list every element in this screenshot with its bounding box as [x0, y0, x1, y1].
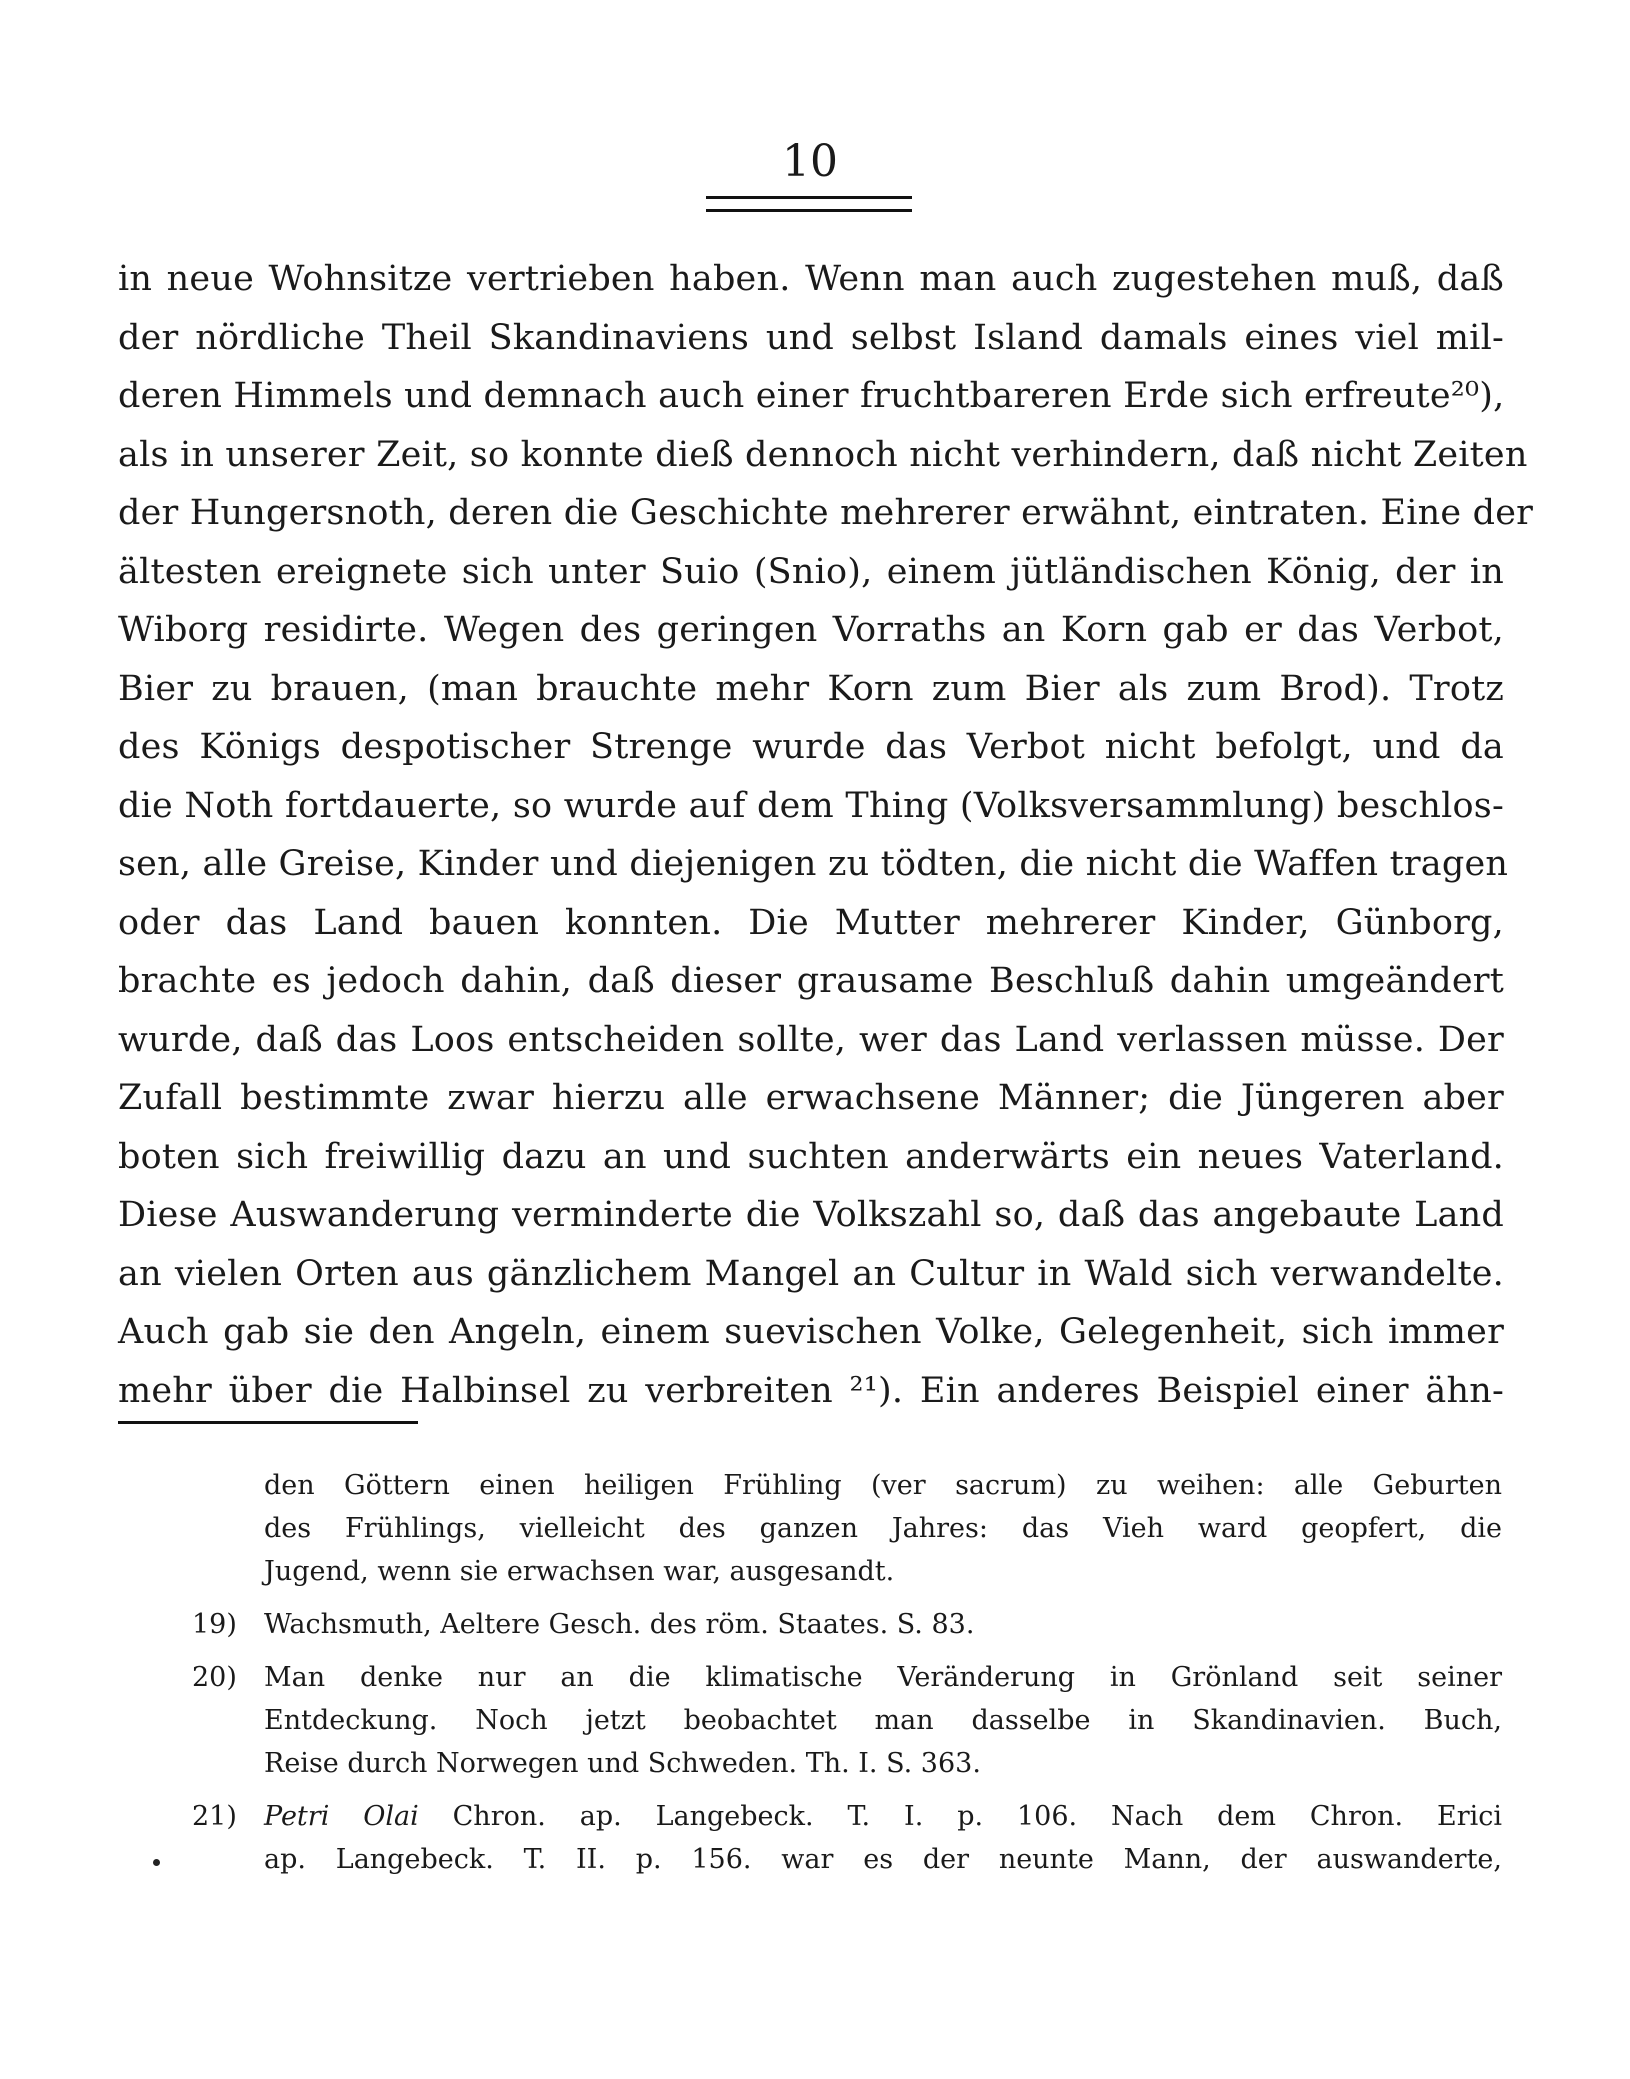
text-line: der Hungersnoth, deren die Geschichte mehrerer erwähnt, eintraten. Eine der: [118, 493, 1534, 533]
text-line: mehr über die Halbinsel zu verbreiten ²¹). Ein anderes Beispiel einer ähn-: [118, 1370, 1504, 1411]
footnote-text: Reise durch Norwegen und Schweden. Th. I. S. 363.: [264, 1748, 981, 1779]
text-line: boten sich freiwillig dazu an und suchten anderwärts ein neues Vaterland.: [118, 1136, 1504, 1177]
footnote-text: Jugend, wenn sie erwachsen war, ausgesandt.: [264, 1556, 895, 1587]
text-line: Wiborg residirte. Wegen des geringen Vorraths an Korn gab er das Verbot,: [118, 610, 1504, 650]
footnote-text: den Göttern einen heiligen Frühling (ver sacrum) zu weihen: alle Geburten: [264, 1470, 1502, 1501]
footnote-20: [150, 1656, 1502, 1699]
header-double-rule: [706, 196, 912, 212]
footnote-19: [150, 1603, 1502, 1646]
text-line: wurde, daß das Loos entscheiden sollte, wer das Land verlassen müsse. Der: [118, 1019, 1504, 1060]
text-line: Zufall bestimmte zwar hierzu alle erwachsene Männer; die Jüngeren aber: [118, 1078, 1504, 1118]
footnote-text: [264, 1795, 1502, 1838]
text-line: deren Himmels und demnach auch einer fruchtbareren Erde sich erfreute²⁰),: [118, 376, 1505, 416]
text-line: an vielen Orten aus gänzlichem Mangel an Cultur in Wald sich verwandelte.: [118, 1253, 1504, 1294]
footnote-continuation-line: [150, 1550, 1502, 1593]
text-line: brachte es jedoch dahin, daß dieser grausame Beschluß dahin umgeändert: [118, 961, 1504, 1001]
text-line: als in unserer Zeit, so konnte dieß dennoch nicht verhindern, daß nicht Zeiten: [118, 434, 1528, 475]
text-line: des Königs despotischer Strenge wurde das Verbot nicht befolgt, und da: [118, 727, 1504, 767]
page-number: 10: [782, 136, 838, 187]
footnote-number: 20): [192, 1662, 237, 1693]
footnote-italic-author: Petri Olai: [264, 1801, 419, 1832]
footnote-text-rest: Chron. ap. Langebeck. T. I. p. 106. Nach dem Chron. Erici: [418, 1801, 1502, 1832]
footnote-number: 19): [192, 1609, 237, 1640]
footnote-separator-rule: [118, 1421, 418, 1424]
footnote-text: ap. Langebeck. T. II. p. 156. war es der neunte Mann, der auswanderte,: [264, 1844, 1502, 1875]
text-line: Bier zu brauen, (man brauchte mehr Korn zum Bier als zum Brod). Trotz: [118, 668, 1504, 709]
text-line: die Noth fortdauerte, so wurde auf dem Thing (Volksversammlung) beschlos-: [118, 785, 1504, 826]
text-line: Auch gab sie den Angeln, einem suevischen Volke, Gelegenheit, sich immer: [118, 1312, 1504, 1352]
text-line: Diese Auswanderung verminderte die Volkszahl so, daß das angebaute Land: [118, 1195, 1504, 1235]
footnote-text: des Frühlings, vielleicht des ganzen Jahres: das Vieh ward geopfert, die: [264, 1513, 1502, 1544]
footnote-text: Entdeckung. Noch jetzt beobachtet man dasselbe in Skandinavien. Buch,: [264, 1705, 1502, 1736]
footnote-21: [150, 1795, 1502, 1838]
main-text-block: [118, 250, 1534, 1420]
footnote-text: Wachsmuth, Aeltere Gesch. des röm. Staates. S. 83.: [264, 1609, 975, 1640]
footnote-21-line: [150, 1838, 1502, 1881]
text-line: oder das Land bauen konnten. Die Mutter mehrerer Kinder, Günborg,: [118, 902, 1504, 943]
footnote-text: Man denke nur an die klimatische Veränderung in Grönland seit seiner: [264, 1662, 1502, 1693]
text-line: der nördliche Theil Skandinaviens und selbst Island damals eines viel mil-: [118, 317, 1504, 358]
footnote-continuation-line: [150, 1464, 1502, 1507]
text-line: in neue Wohnsitze vertrieben haben. Wenn man auch zugestehen muß, daß: [118, 259, 1504, 299]
footnote-20-line: [150, 1742, 1502, 1785]
footnote-20-line: [150, 1699, 1502, 1742]
footnotes-block: [150, 1464, 1502, 1881]
footnote-number: 21): [192, 1801, 237, 1832]
text-line: ältesten ereignete sich unter Suio (Snio), einem jütländischen König, der in: [118, 551, 1504, 592]
footnote-continuation-line: [150, 1507, 1502, 1550]
text-line: sen, alle Greise, Kinder und diejenigen zu tödten, die nicht die Waffen tragen: [118, 844, 1509, 884]
ink-speck: [153, 1859, 160, 1866]
